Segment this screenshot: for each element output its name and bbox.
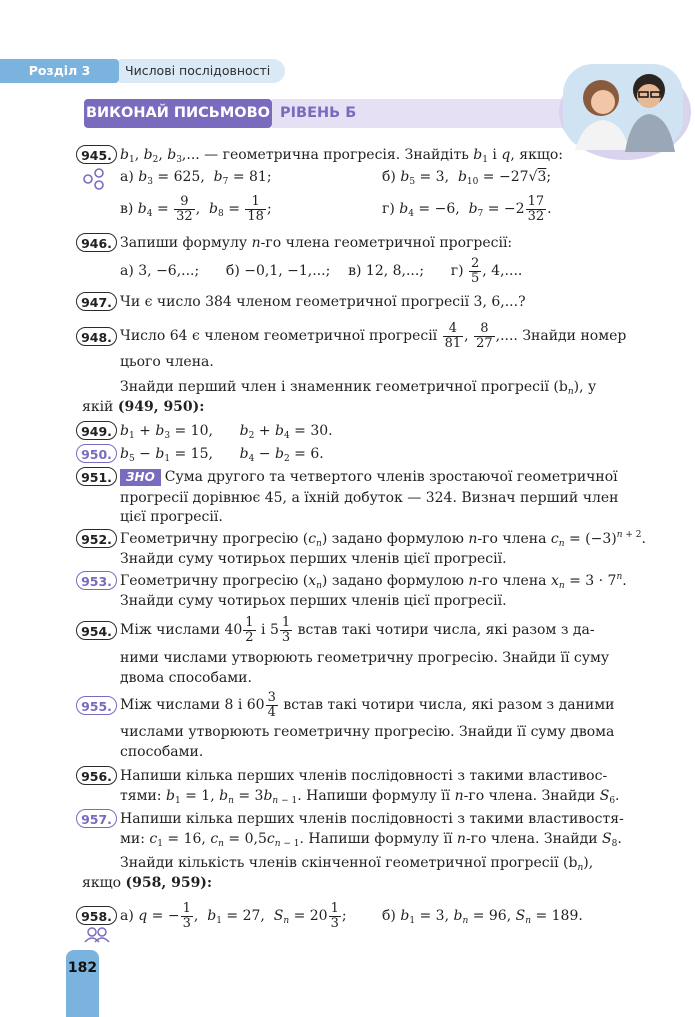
problem-954-line3: двома способами. [120,670,252,686]
students-photo [553,60,691,160]
section-label: Розділ 3 [0,59,119,83]
problem-951-line2: прогресії дорівнює 45, а їхній добуток — 324. Визнач перший член [120,490,619,506]
problem-number-948: 948. [76,327,117,346]
problem-951-line3: цієї прогресії. [120,509,223,525]
problem-945-b: б) $b_5 = 3$, $b_{10} = -27√3$; [382,169,552,187]
problem-number-954: 954. [76,621,117,640]
group-958-959-line1: Знайди кількість членів скінченної геометричної прогресії $(b_n)$, [120,855,594,873]
problem-955-line1: Між числами 8 і 60 $\frac{3}{4}$ встав такі чотири числа, які разом з даними [120,689,615,720]
section-name: Числові послідовності [119,59,285,83]
zno-badge: ЗНО [120,469,161,486]
problem-952-line2: Знайди суму чотирьох перших членів цієї прогресії. [120,551,507,567]
problem-945-a: а) $b_3 = 625$, $b_7 = 81$; [120,169,272,187]
problem-953-line1: Геометричну прогресію $(x_n)$ задано формулою n-го члена $x_n = 3 \cdot 7^n$. [120,572,627,591]
problem-955-line3: способами. [120,744,204,760]
problem-957-line1: Напиши кілька перших членів послідовності з такими властивостя- [120,811,624,827]
problem-945-v: в) $b_4$ = $\frac{9}{32}$ , $b_8$ = $\frac{1}{18}$ ; [120,193,272,224]
group-949-950-line2: якій (949, 950): [82,399,205,415]
problem-number-945: 945. [76,145,117,164]
problem-951-line1: ЗНО Сума другого та четвертого членів зростаючої геометричної [120,468,618,486]
page-number: 182 [66,950,99,1017]
problem-949-text: $b_1 + b_3 = 10$, $b_2 + b_4 = 30$. [120,423,333,441]
problem-number-951: 951. [76,467,117,486]
problem-number-946: 946. [76,233,117,252]
problem-955-line2: числами утворюють геометричну прогресію. Знайди її суму двома [120,724,615,740]
problem-956-line1: Напиши кілька перших членів послідовності з такими властивос- [120,768,608,784]
problem-946-options: а) 3, −6,...; б) −0,1, −1,...; в) 12, 8,...; г) $\frac{2}{5}$ , 4,.... [120,255,523,286]
problem-958-b: б) $b_1 = 3$, $b_n = 96$, $S_n = 189$. [382,908,583,926]
problem-954-line1: Між числами 40 $\frac{1}{2}$ і 5 $\frac{1}{3}$ встав такі чотири числа, які разом з да- [120,614,595,645]
problem-948-line1: Число 64 є членом геометричної прогресії $\frac{4}{81}$ , $\frac{8}{27}$ ,.... Знайди номер [120,320,627,351]
banner-title: ВИКОНАЙ ПИСЬМОВО [84,99,272,128]
problem-947-text: Чи є число 384 членом геометричної прогресії 3, 6,...? [120,294,526,310]
problem-953-line2: Знайди суму чотирьох перших членів цієї прогресії. [120,593,507,609]
problem-number-947: 947. [76,292,117,311]
problem-950-text: $b_5 - b_1 = 15$, $b_4 - b_2 = 6$. [120,446,324,464]
problem-958-a: а) q = − $\frac{1}{3}$ , $b_1 = 27$, $S_n = 20$ $\frac{1}{3}$ ; [120,900,347,931]
problem-952-line1: Геометричну прогресію $(c_n)$ задано формулою n-го члена $c_n = (-3)^{n + 2}$. [120,530,646,549]
problem-number-956: 956. [76,766,117,785]
problem-number-955: 955. [76,696,117,715]
exercise-banner [84,99,604,128]
problem-956-line2: тями: $b_1 = 1$, $b_n = 3b_{n - 1}$. Напиши формулу її n-го члена. Знайди $S_6$. [120,788,620,806]
problem-945-g: г) $b_4 = -6$, $b_7 = -2$ $\frac{17}{32}$ . [382,193,552,224]
problem-number-949: 949. [76,421,117,440]
pair-work-icon [82,926,112,944]
group-949-950-line1: Знайди перший член і знаменник геометричної прогресії $(b_n)$, у [120,379,597,397]
problem-number-958: 958. [76,906,117,925]
problem-number-957: 957. [76,809,117,828]
problem-954-line2: ними числами утворюють геометричну прогресію. Знайди її суму [120,650,610,666]
problem-946-text: Запиши формулу n-го члена геометричної прогресії: [120,235,513,251]
problem-number-950: 950. [76,444,117,463]
problem-945-intro: $b_1$, $b_2$, $b_3$,... — геометрична прогресія. Знайдіть $b_1$ і q, якщо: [120,147,563,165]
section-header [0,59,287,83]
problem-number-952: 952. [76,529,117,548]
problem-number-953: 953. [76,571,117,590]
banner-level: РІВЕНЬ Б [272,99,602,128]
problem-957-line2: ми: $c_1 = 16$, $c_n = 0,5c_{n - 1}$. Напиши формулу її n-го члена. Знайди $S_8$. [120,831,622,849]
group-work-icon [80,168,110,190]
problem-948-line2: цього члена. [120,354,214,370]
group-958-959-line2: якщо (958, 959): [82,875,213,891]
